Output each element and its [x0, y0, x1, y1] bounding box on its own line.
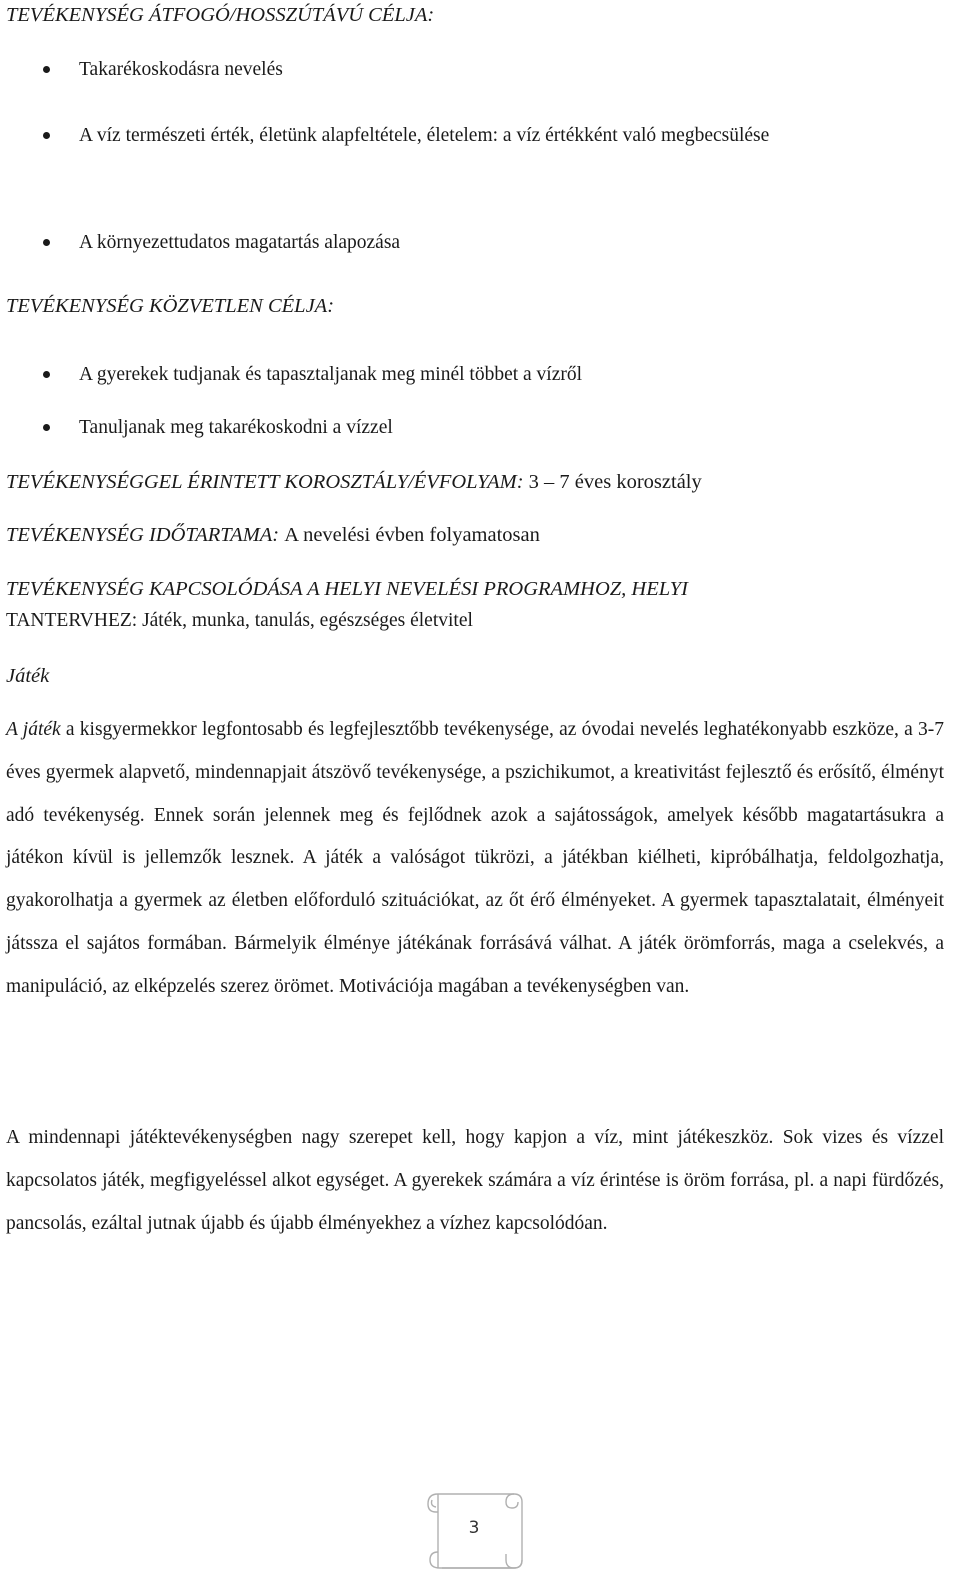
game-paragraph-1-lead: A játék: [6, 719, 61, 740]
duration-value: A nevelési évben folyamatosan: [284, 524, 540, 546]
bullet-icon: [43, 424, 50, 431]
bullet-icon: [43, 239, 50, 246]
program-link-line2: [6, 609, 473, 633]
age-group-line: [6, 470, 702, 494]
age-group-value: 3 – 7 éves korosztály: [528, 471, 702, 493]
page-number-scroll: [418, 1484, 530, 1576]
page-number: 3: [468, 1518, 480, 1538]
game-paragraph-1-body: a kisgyermekkor legfontosabb és legfejlesztőbb tevékenysége, az óvodai nevelés leghatékonyabb eszköze, a 3-7 éves gyermek alapvető, mindennapjait átszövő tevékenysége, a pszichikumot, a kreativitást fejlesztő és erősítő, élményt adó tevékenység. Ennek során jelennek meg és fejlődnek azok a sajátosságok, amelyek később magatartásukra a játékon kívül is jellemzők lesznek. A játék a valóságot tükrözi, a játékban kiélheti, kipróbálhatja, feldolgozhatja, gyakorolhatja a gyermek az életben előforduló szituációkat, az őt érő élményeket. A gyermek tapasztalatait, élményeit játssza el sajátos formában. Bármelyik élménye játékának forrásává válhat. A játék örömforrás, maga a cselekvés, a manipuláció, az elképzelés szerez örömet. Motivációja magában a tevékenységben van.: [6, 719, 945, 997]
game-section-title: Játék: [6, 665, 50, 687]
program-link-heading: TEVÉKENYSÉG KAPCSOLÓDÁSA A HELYI NEVELÉSI PROGRAMHOZ, HELYI: [6, 578, 688, 600]
direct-goal-heading: TEVÉKENYSÉG KÖZVETLEN CÉLJA:: [6, 295, 335, 317]
long-goal-heading: TEVÉKENYSÉG ÁTFOGÓ/HOSSZÚTÁVÚ CÉLJA:: [6, 4, 435, 26]
bullet-icon: [43, 371, 50, 378]
program-link-value: Játék, munka, tanulás, egészséges életvitel: [142, 610, 473, 631]
game-paragraph-1: [6, 709, 944, 1009]
duration-heading: TEVÉKENYSÉG IDŐTARTAMA:: [6, 524, 280, 546]
bullet-icon: [43, 132, 50, 139]
bullet-icon: [43, 66, 50, 73]
duration-line: [6, 523, 540, 547]
age-group-heading: TEVÉKENYSÉGGEL ÉRINTETT KOROSZTÁLY/ÉVFOLYAM:: [6, 471, 524, 493]
program-link-heading-cont: TANTERVHEZ:: [6, 610, 138, 631]
game-paragraph-2: A mindennapi játéktevékenységben nagy szerepet kell, hogy kapjon a víz, mint játékeszköz. Sok vizes és vízzel kapcsolatos játék, megfigyeléssel alkot egységet. A gyerekek számára a víz érintése is öröm forrása, pl. a napi fürdőzés, pancsolás, ezáltal jutnak újabb és újabb élményekhez a vízhez kapcsolódóan.: [6, 1127, 944, 1234]
